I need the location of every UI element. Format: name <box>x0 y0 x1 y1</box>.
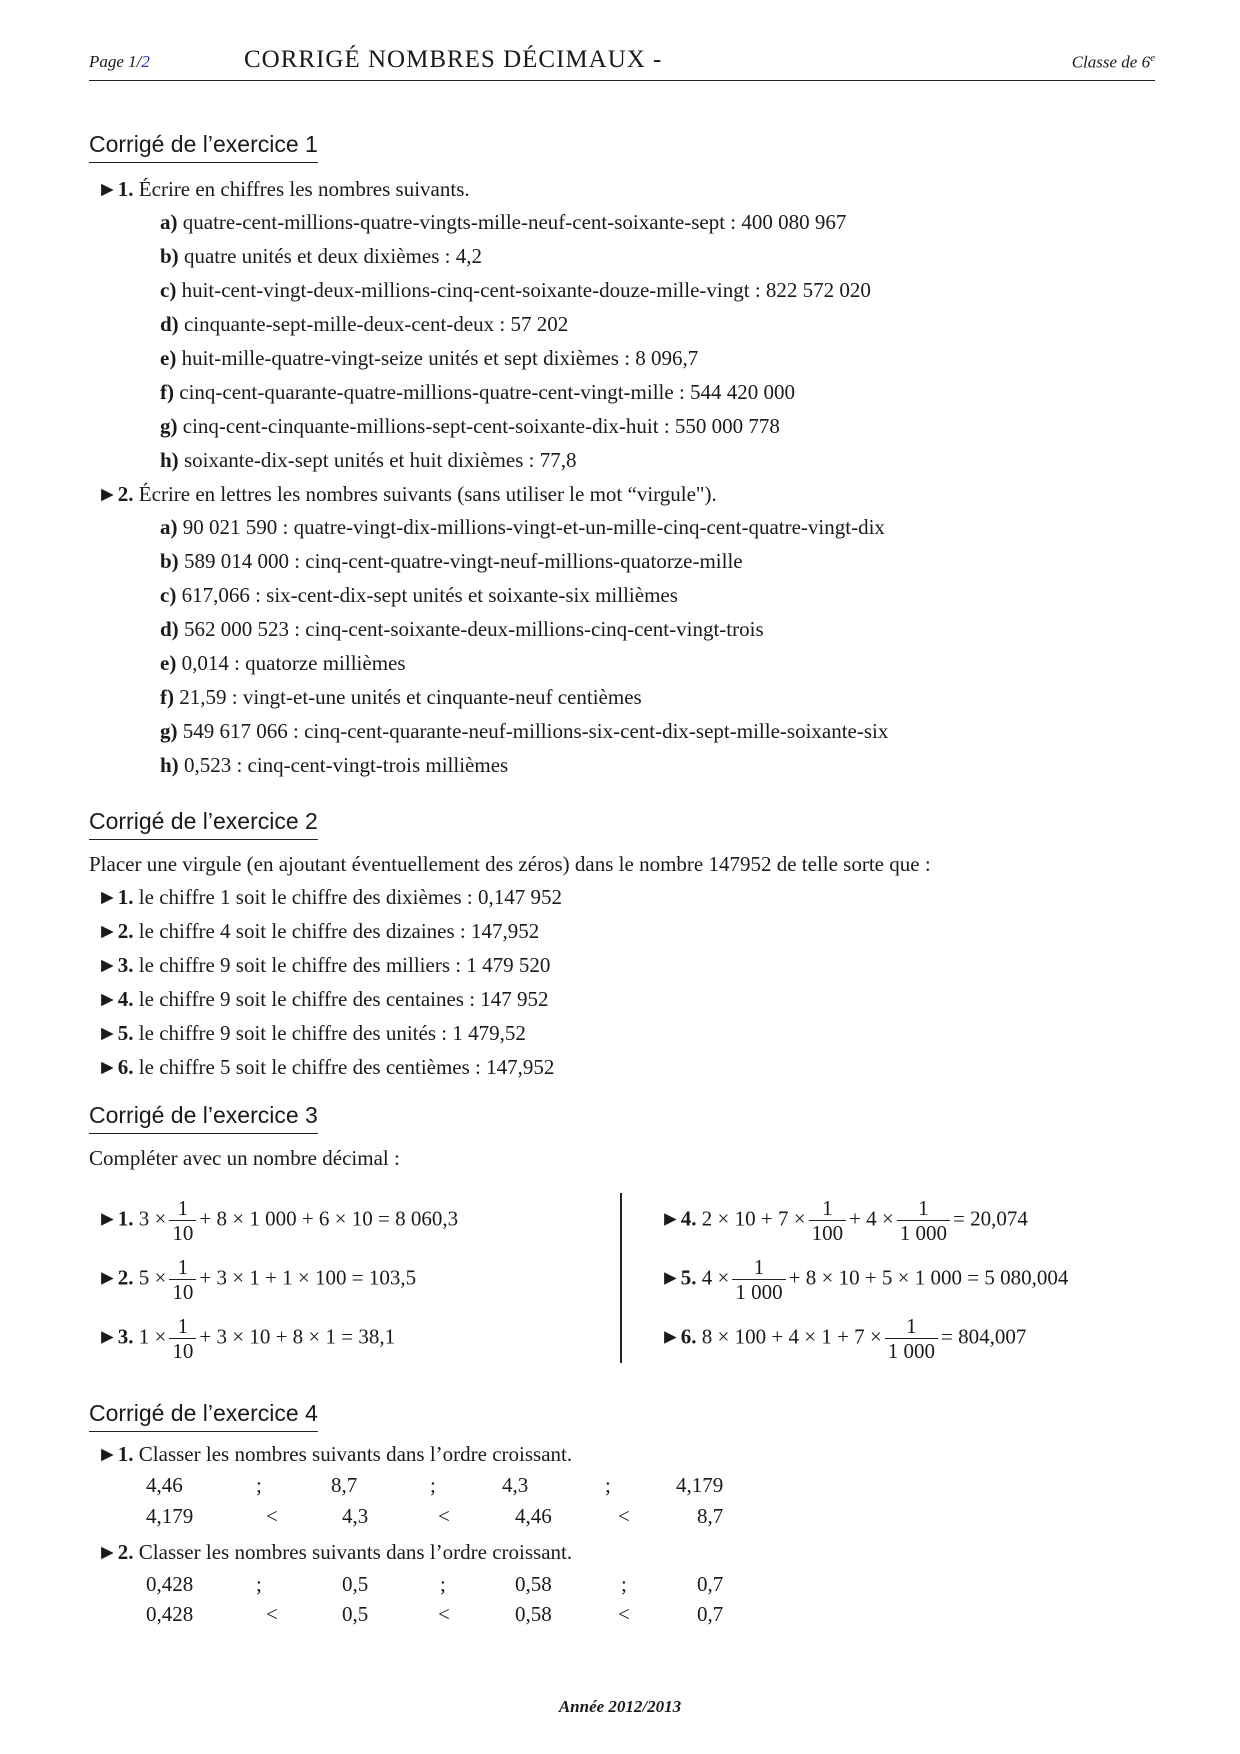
list-item: ►6. le chiffre 5 soit le chiffre des centièmes : 147,952 <box>97 1055 555 1079</box>
exercise-2-title: Corrigé de l’exercice 2 <box>89 808 318 840</box>
list-item: h) 0,523 : cinq-cent-vingt-trois millièmes <box>160 753 509 777</box>
exercise-1-title: Corrigé de l’exercice 1 <box>89 131 318 163</box>
page-number: Page 1/2 <box>89 52 150 71</box>
page-total-link[interactable]: 2 <box>141 52 150 71</box>
list-item: ►4. le chiffre 9 soit le chiffre des centaines : 147 952 <box>97 987 549 1011</box>
fraction: $\frac{1}{10}$ <box>169 1255 196 1304</box>
ex3-item-1: ►1. 3 × $\frac{1}{10}$ + 8 × 1 000 + 6 × 10 = 8 060,3 <box>97 1196 459 1245</box>
list-item: ►1. le chiffre 1 soit le chiffre des dixièmes : 0,147 952 <box>97 885 562 909</box>
list-item: b) quatre unités et deux dixièmes : 4,2 <box>160 244 482 268</box>
list-item: f) 21,59 : vingt-et-une unités et cinquante-neuf centièmes <box>160 685 642 709</box>
list-item: e) huit-mille-quatre-vingt-seize unités et sept dixièmes : 8 096,7 <box>160 346 699 370</box>
ex3-item-4: ►4. 2 × 10 + 7 × $\frac{1}{100}$ + 4 × $\frac{1}{1 000}$ = 20,074 <box>660 1196 1028 1245</box>
ex3-item-6: ►6. 8 × 100 + 4 × 1 + 7 × $\frac{1}{1 000}$ = 804,007 <box>660 1314 1027 1363</box>
ex1-q2: ►2. Écrire en lettres les nombres suivants (sans utiliser le mot “virgule"). <box>97 482 717 506</box>
document-title: CORRIGÉ NOMBRES DÉCIMAUX - <box>244 46 663 73</box>
ex3-item-3: ►3. 1 × $\frac{1}{10}$ + 3 × 10 + 8 × 1 = 38,1 <box>97 1314 396 1363</box>
ex1-q1: ►1. Écrire en chiffres les nombres suivants. <box>97 177 470 201</box>
list-item: a) quatre-cent-millions-quatre-vingts-mille-neuf-cent-soixante-sept : 400 080 967 <box>160 210 847 234</box>
list-item: d) 562 000 523 : cinq-cent-soixante-deux-millions-cinq-cent-vingt-trois <box>160 617 764 641</box>
list-item: a) 90 021 590 : quatre-vingt-dix-millions-vingt-et-un-mille-cinq-cent-quatre-vingt-dix <box>160 515 885 539</box>
fraction: $\frac{1}{1 000}$ <box>885 1314 938 1363</box>
list-item: ►5. le chiffre 9 soit le chiffre des unités : 1 479,52 <box>97 1021 526 1045</box>
list-item: h) soixante-dix-sept unités et huit dixièmes : 77,8 <box>160 448 577 472</box>
list-item: ►3. le chiffre 9 soit le chiffre des milliers : 1 479 520 <box>97 953 551 977</box>
ex2-intro: Placer une virgule (en ajoutant éventuellement des zéros) dans le nombre 147952 de telle sorte que : <box>89 852 931 876</box>
list-item: f) cinq-cent-quarante-quatre-millions-quatre-cent-vingt-mille : 544 420 000 <box>160 380 796 404</box>
column-divider <box>620 1193 622 1363</box>
list-item: g) 549 617 066 : cinq-cent-quarante-neuf-millions-six-cent-dix-sept-mille-soixante-six <box>160 719 889 743</box>
ex4-q1: ►1. Classer les nombres suivants dans l’ordre croissant. <box>97 1442 573 1466</box>
list-item: c) huit-cent-vingt-deux-millions-cinq-cent-soixante-douze-mille-vingt : 822 572 020 <box>160 278 871 302</box>
page-footer: Année 2012/2013 <box>558 1697 682 1716</box>
fraction: $\frac{1}{1 000}$ <box>732 1255 785 1304</box>
ex3-item-5: ►5. 4 × $\frac{1}{1 000}$ + 8 × 10 + 5 × 1 000 = 5 080,004 <box>660 1255 1069 1304</box>
list-item: g) cinq-cent-cinquante-millions-sept-cent-soixante-dix-huit : 550 000 778 <box>160 414 780 438</box>
exercise-3-title: Corrigé de l’exercice 3 <box>89 1102 318 1134</box>
fraction: $\frac{1}{1 000}$ <box>897 1196 950 1245</box>
list-item: ►2. le chiffre 4 soit le chiffre des dizaines : 147,952 <box>97 919 540 943</box>
list-item: d) cinquante-sept-mille-deux-cent-deux : 57 202 <box>160 312 569 336</box>
page-header <box>89 46 1155 81</box>
list-item: e) 0,014 : quatorze millièmes <box>160 651 406 675</box>
fraction: $\frac{1}{10}$ <box>169 1314 196 1363</box>
fraction: $\frac{1}{10}$ <box>169 1196 196 1245</box>
ex4-q2: ►2. Classer les nombres suivants dans l’ordre croissant. <box>97 1540 573 1564</box>
ex3-intro: Compléter avec un nombre décimal : <box>89 1146 400 1170</box>
class-label: Classe de 6e <box>1071 52 1155 72</box>
list-item: b) 589 014 000 : cinq-cent-quatre-vingt-neuf-millions-quatorze-mille <box>160 549 743 573</box>
exercise-4-title: Corrigé de l’exercice 4 <box>89 1400 318 1432</box>
fraction: $\frac{1}{100}$ <box>809 1196 847 1245</box>
list-item: c) 617,066 : six-cent-dix-sept unités et soixante-six millièmes <box>160 583 678 607</box>
ex3-item-2: ►2. 5 × $\frac{1}{10}$ + 3 × 1 + 1 × 100 = 103,5 <box>97 1255 417 1304</box>
